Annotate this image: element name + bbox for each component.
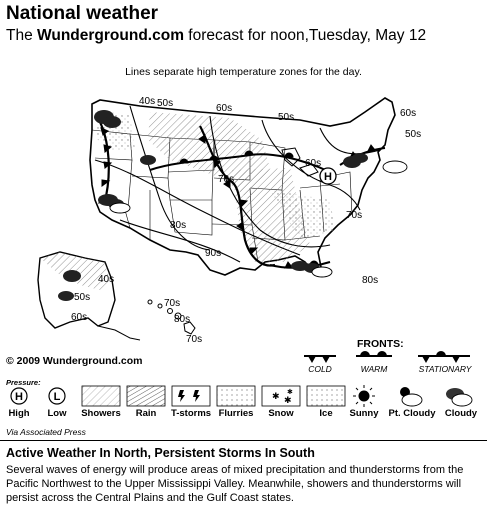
pressure-label: Pressure: <box>6 378 41 387</box>
weather-legend <box>0 378 487 424</box>
zone-label: 50s <box>157 98 174 109</box>
zone-label: 70s <box>164 298 181 309</box>
warm-front-label: WARM <box>360 364 388 374</box>
zone-label: 70s <box>218 174 235 185</box>
cloudy-label: Cloudy <box>444 408 478 419</box>
zone-label: 60s <box>216 103 233 114</box>
zone-label: 40s <box>139 96 156 107</box>
cold-front-sample <box>304 356 336 363</box>
zone-label: 40s <box>98 274 115 285</box>
warm-front-sample <box>356 351 392 356</box>
flurries-icon <box>217 386 255 406</box>
fronts-title: FRONTS: <box>357 338 404 350</box>
partly-cloudy-icon <box>400 387 422 406</box>
divider <box>0 440 487 441</box>
sunny-icon <box>353 385 375 407</box>
zone-label: 80s <box>170 220 187 231</box>
fronts-legend <box>304 351 470 363</box>
snow-icon <box>262 386 300 406</box>
svg-text:L: L <box>53 391 61 403</box>
story-headline: Active Weather In North, Persistent Storms In South <box>6 446 315 460</box>
map-note: Lines separate high temperature zones for the day. <box>125 66 362 78</box>
tstorms-icon <box>172 386 210 406</box>
high-label: High <box>8 408 30 419</box>
story-body: Several waves of energy will produce areas of mixed precipitation and thunderstorms from the Pacific Northwest to the Upper Mississippi Valley. Meanwhile, showers and thunderstorms will persist across the Central Plains and the Gulf Coast states. <box>6 464 464 504</box>
tstorms-label: T-storms <box>170 408 212 419</box>
rain-label: Rain <box>135 408 157 419</box>
partly-cloudy-label: Pt. Cloudy <box>388 408 436 419</box>
high-pressure-icon <box>11 388 27 404</box>
high-pressure-symbol: H <box>324 171 332 183</box>
showers-label: Showers <box>81 408 121 419</box>
low-pressure-icon <box>49 388 65 404</box>
rain-icon <box>127 386 165 406</box>
copyright: © 2009 Wunderground.com <box>6 355 143 367</box>
cloudy-icon <box>446 388 472 406</box>
brand-name: Wunderground.com <box>37 27 184 44</box>
snow-label: Snow <box>268 408 294 419</box>
zone-label: 80s <box>174 314 191 325</box>
zone-label: 50s <box>405 129 422 140</box>
svg-text:H: H <box>15 391 23 403</box>
page-title: National weather <box>6 3 159 24</box>
flurries-label: Flurries <box>218 408 254 419</box>
zone-label: 90s <box>205 248 222 259</box>
stationary-front-label: STATIONARY <box>418 364 472 374</box>
svg-text:✱: ✱ <box>284 396 292 406</box>
showers-icon <box>82 386 120 406</box>
low-label: Low <box>47 408 67 419</box>
zone-label: 60s <box>305 158 322 169</box>
svg-text:✱: ✱ <box>287 388 293 396</box>
zone-label: 50s <box>74 292 91 303</box>
zone-label: 60s <box>400 108 417 119</box>
zone-label: 70s <box>346 210 363 221</box>
cold-front-label: COLD <box>308 364 332 374</box>
ice-label: Ice <box>319 408 333 419</box>
credit: Via Associated Press <box>6 427 86 437</box>
stationary-front-sample <box>418 351 470 363</box>
zone-label: 60s <box>71 312 88 323</box>
zone-label: 80s <box>362 275 379 286</box>
svg-text:✱: ✱ <box>272 392 280 402</box>
zone-label: 70s <box>186 334 203 345</box>
ice-icon <box>307 386 345 406</box>
page-subtitle: The Wunderground.com forecast for noon,Tuesday, May 12 <box>6 27 427 44</box>
zone-label: 50s <box>278 112 295 123</box>
sunny-label: Sunny <box>349 408 379 419</box>
